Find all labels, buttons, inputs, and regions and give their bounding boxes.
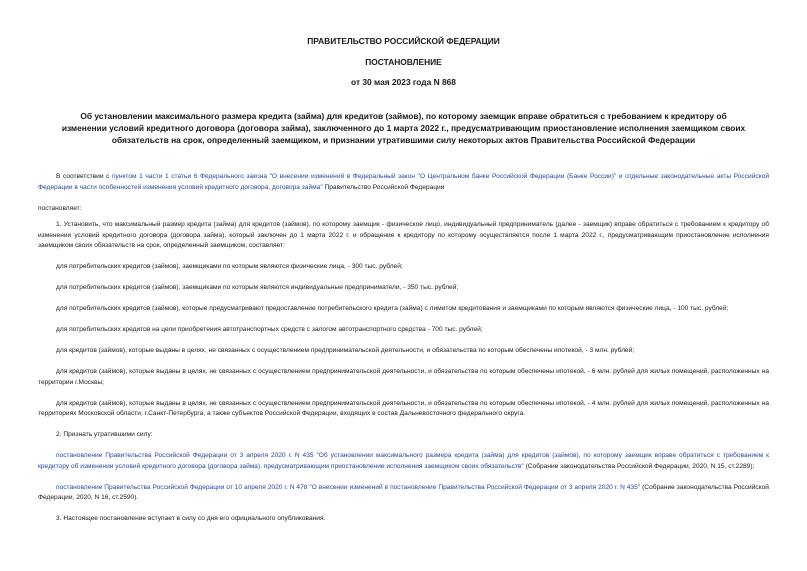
repealed-act-source: (Собрание законодательства Российской Федерации, 2020, N 15, ст.2289);	[523, 462, 755, 470]
preamble-lead: В соответствии с	[56, 173, 112, 180]
document-type-heading: ПОСТАНОВЛЕНИЕ	[365, 57, 442, 67]
preamble-law-link[interactable]: пунктом 1 части 1 статьи 6 Федерального закона "О внесении изменений в Федеральный закон "О Центральном банке Российской Федерации (Банке России)" и отдельные законодательные акты Российской Федерации в части особенностей изменения условий кредитного договора, договора займа"	[38, 173, 769, 191]
item3-paragraph: 3. Настоящее постановление вступает в силу со дня его официального опубликования.	[56, 515, 326, 522]
item1-subitem: для кредитов (займов), которые выданы в целях, не связанных с осуществлением предпринимательской деятельности, и обязательства по которым обеспечены ипотекой, - 4 млн. рублей для жилых помещений, расположенных на территориях Московской области, г.Санкт-Петербурга, а также субъектов Российской Федерации, входящих в состав Дальневосточного федерального округа.	[38, 399, 769, 417]
repealed-act-link[interactable]: постановление Правительства Российской Федерации от 10 апреля 2020 г. N 478 "О внесении изменений в постановление Правительства Российской Федерации от 3 апреля 2020 г. N 435"	[56, 483, 641, 491]
document-date-number: от 30 мая 2023 года N 868	[351, 77, 456, 87]
item1-subitem: для потребительских кредитов (займов), заемщиками по которым являются индивидуальные предприниматели, - 350 тыс. рублей;	[56, 284, 459, 291]
item1-subitem: для потребительских кредитов (займов), заемщиками по которым являются физические лица, - 300 тыс. рублей;	[56, 263, 403, 270]
resolves-paragraph: постановляет:	[38, 204, 82, 212]
preamble-tail: Правительство Российской Федерации	[322, 183, 445, 191]
government-heading: ПРАВИТЕЛЬСТВО РОССИЙСКОЙ ФЕДЕРАЦИИ	[307, 36, 500, 46]
item2-intro: 2. Признать утратившими силу:	[56, 431, 153, 438]
item1-intro: 1. Установить, что максимальный размер кредита (займа) для кредитов (займов), по которому заемщик - физическое лицо, индивидуальный предприниматель (далее - заемщик) вправе обратиться с требованием к кредитору об изменении условий кредитного договора (договора займа), который заключен до 1 марта 2022 г. и обращение к кредитору по которому осуществляется после 1 марта 2022 г., предусматривающим приостановление исполнения заемщиком своих обязательств на срок, определенный заемщиком, составляет:	[38, 221, 769, 249]
item1-subitem: для кредитов (займов), которые выданы в целях, не связанных с осуществлением предпринимательской деятельности, и обязательства по которым обеспечены ипотекой, - 3 млн. рублей;	[56, 347, 635, 354]
preamble-paragraph	[38, 172, 769, 193]
repealed-act-paragraph	[38, 451, 769, 472]
document-title: Об установлении максимального размера кредита (займа) для кредитов (займов), по которому заемщик вправе обратиться с требованием к кредитору об изменении условий кредитного договора (договора займа), заключенного до 1 марта 2022 г., предусматривающим приостановление исполнения заемщиком своих обязательств на срок, определенный заемщиком, и признании утратившими силу некоторых актов Правительства Российской Федерации	[61, 111, 746, 145]
repealed-act-source: (Собрание законодательства Российской Федерации, 2020, N 16, ст.2590).	[38, 483, 769, 501]
repealed-act-link[interactable]: постановление Правительства Российской Федерации от 3 апреля 2020 г. N 435 "Об установлении максимального размера кредита (займа) для кредитов (займов), по которому заемщик вправе обратиться с требованием к кредитору об изменении условий кредитного договора (договора займа), предусматривающим приостановление исполнения заемщиком своих обязательств"	[38, 452, 769, 470]
item1-subitem: для потребительских кредитов (займов), которые предусматривают предоставление потребительского кредита (займа) с лимитом кредитования и заемщиками по которым являются физические лица, - 100 тыс. рублей;	[56, 305, 729, 312]
item1-subitem: для потребительских кредитов на цели приобретения автотранспортных средств с залогом автотранспортного средства - 700 тыс. рублей;	[56, 326, 483, 333]
item1-subitem: для кредитов (займов), которые выданы в целях, не связанных с осуществлением предпринимательской деятельности, и обязательства по которым обеспечены ипотекой, - 6 млн. рублей для жилых помещений, расположенных на территории г.Москвы;	[38, 368, 769, 386]
repealed-act-paragraph	[38, 483, 769, 504]
document-body	[38, 172, 769, 525]
